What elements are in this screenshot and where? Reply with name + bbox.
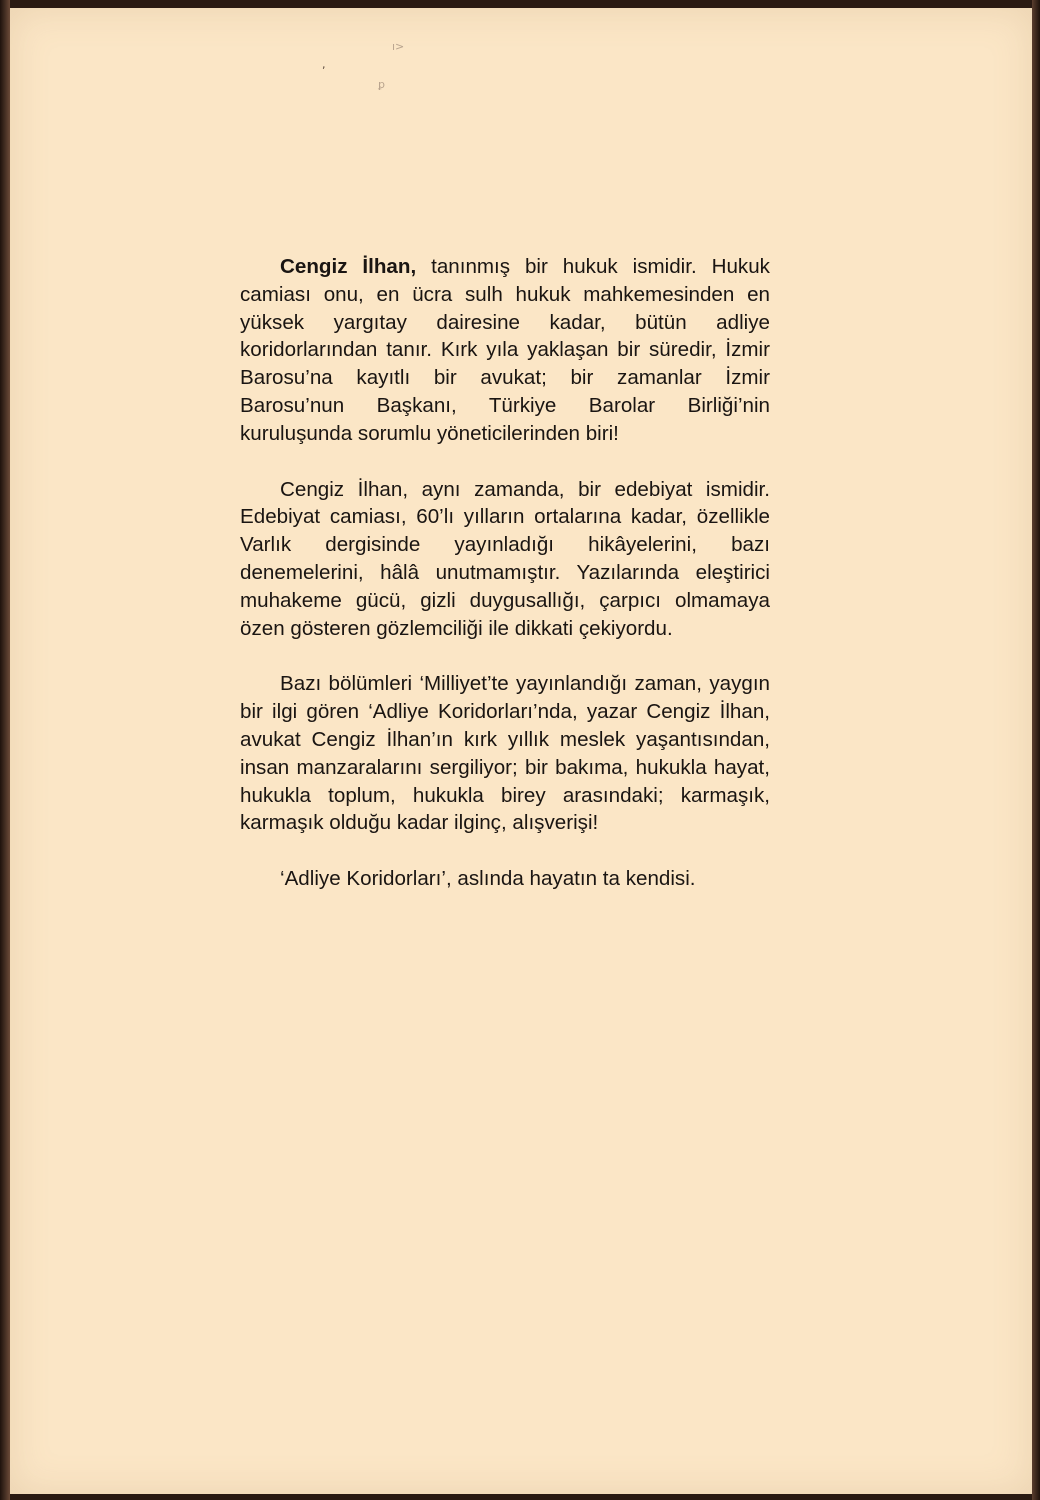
author-name-bold: Cengiz İlhan, <box>280 255 417 278</box>
pencil-mark: ı> <box>392 40 405 53</box>
pencil-mark: ꝑ <box>378 78 385 91</box>
back-cover-blurb <box>240 253 770 893</box>
book-edge-left <box>0 0 10 1500</box>
book-edge-right <box>1032 0 1040 1500</box>
ink-dot: , <box>322 58 326 71</box>
paragraph-author-lawyer <box>240 253 770 448</box>
paragraph-book-description: Bazı bölümleri ‘Milliyet’te yayınlandığı zaman, yaygın bir ilgi gören ‘Adliye Koridorları’nda, yazar Cengiz İlhan, avukat Cengiz İlhan’ın kırk yıllık meslek yaşantısından, insan manzaralarını sergiliyor; bir bakıma, hukukla hayat, hukukla toplum, hukukla birey arasındaki; karmaşık, karmaşık olduğu kadar ilginç, alışverişi! <box>240 672 770 835</box>
paragraph-closing: ‘Adliye Koridorları’, aslında hayatın ta kendisi. <box>280 867 696 891</box>
paragraph-text: tanınmış bir hukuk ismidir. Hukuk camiası onu, en ücra sulh hukuk mahkemesinden en yüksek yargıtay dairesine kadar, bütün adliye koridorlarından tanır. Kırk yıla yaklaşan bir süredir, İzmir Barosu’na kayıtlı bir avukat; bir zamanlar İzmir Barosu’nun Başkanı, Türkiye Barolar Birliği’nin kuruluşunda sorumlu yöneticilerinden biri! <box>240 255 770 445</box>
paragraph-author-literary: Cengiz İlhan, aynı zamanda, bir edebiyat ismidir. Edebiyat camiası, 60’lı yılların ortalarına kadar, özellikle Varlık dergisinde yayınladığı hikâyelerini, bazı denemelerini, hâlâ unutmamıştır. Yazılarında eleştirici muhakeme gücü, gizli duygusallığı, çarpıcı olmamaya özen gösteren gözlemciliği ile dikkati çekiyordu. <box>240 477 770 640</box>
